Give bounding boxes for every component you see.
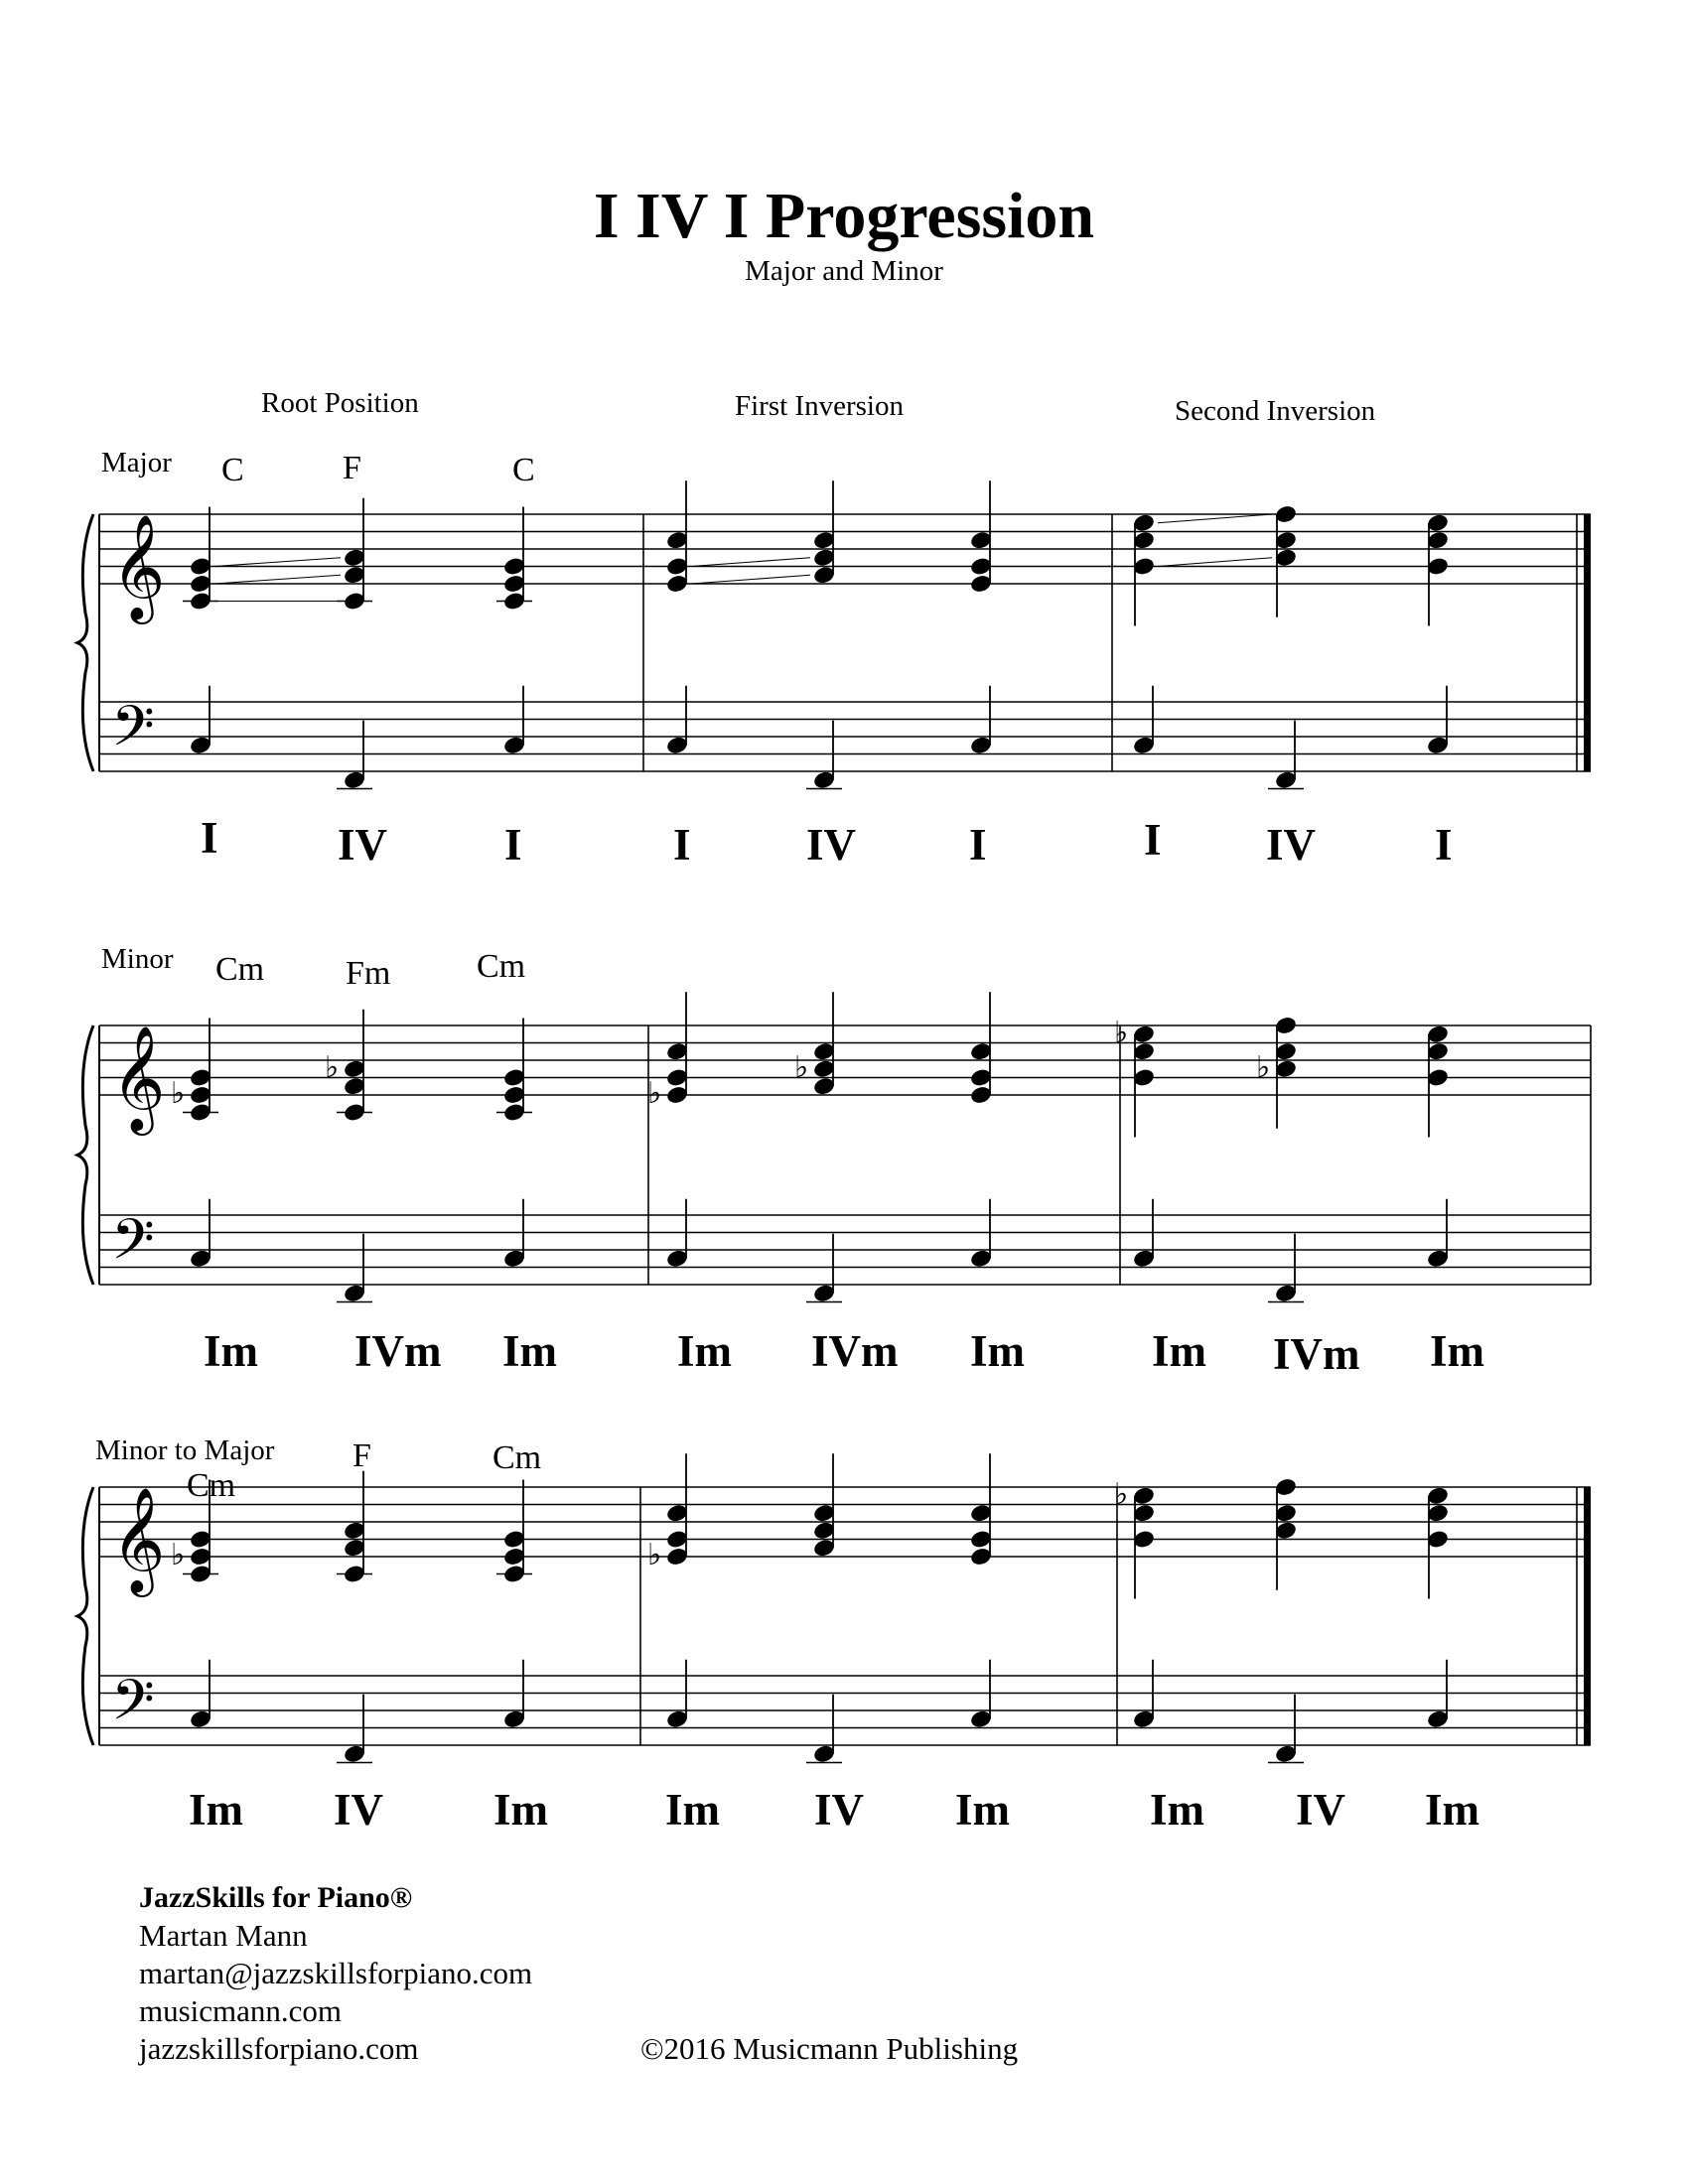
roman-numeral: IV bbox=[806, 820, 857, 870]
roman-numeral: Im bbox=[970, 1326, 1025, 1376]
roman-numeral: Im bbox=[665, 1785, 720, 1835]
system-label-major: Major bbox=[101, 447, 172, 478]
flat-icon: ♭ bbox=[325, 1049, 340, 1085]
roman-numeral: IVm bbox=[354, 1326, 442, 1376]
flat-icon: ♭ bbox=[171, 1538, 186, 1572]
footer-brand: JazzSkills for Piano® bbox=[139, 1881, 413, 1914]
section-label-first-inversion: First Inversion bbox=[735, 390, 904, 422]
roman-numeral: Im bbox=[677, 1326, 732, 1376]
roman-numeral: I bbox=[969, 820, 987, 870]
roman-numeral: Im bbox=[204, 1326, 258, 1376]
roman-numeral: Im bbox=[1152, 1326, 1206, 1376]
chord-symbol: C bbox=[512, 452, 535, 488]
bass-clef-icon: 𝄢 bbox=[111, 694, 155, 773]
roman-numeral: Im bbox=[1425, 1785, 1479, 1835]
flat-icon: ♭ bbox=[794, 1049, 809, 1085]
voice-leading-line bbox=[1158, 558, 1272, 567]
flat-icon: ♭ bbox=[1114, 1476, 1129, 1512]
roman-numeral: IV bbox=[1296, 1785, 1346, 1835]
flat-icon: ♭ bbox=[1114, 1015, 1129, 1050]
chord-symbol: Cm bbox=[215, 951, 265, 988]
system-label-minor: Minor bbox=[101, 943, 174, 975]
roman-numeral: IV bbox=[1266, 820, 1317, 870]
page-subtitle: Major and Minor bbox=[745, 255, 943, 287]
voice-leading-line bbox=[691, 558, 810, 567]
brace bbox=[77, 514, 93, 771]
bass-clef-icon: 𝄢 bbox=[111, 1668, 155, 1747]
final-barline-thick bbox=[1584, 514, 1591, 771]
roman-numeral: Im bbox=[493, 1785, 548, 1835]
chord-symbol: F bbox=[352, 1437, 371, 1474]
voice-leading-line bbox=[691, 575, 810, 584]
voice-leading-line bbox=[214, 575, 341, 584]
footer-author: Martan Mann bbox=[139, 1918, 308, 1953]
voice-leading-line bbox=[1158, 514, 1272, 523]
flat-icon: ♭ bbox=[647, 1538, 662, 1572]
treble-clef-icon: 𝄞 bbox=[111, 1486, 166, 1592]
brace bbox=[77, 1487, 93, 1745]
chord-symbol: Fm bbox=[346, 955, 391, 992]
final-barline-thick bbox=[1584, 1487, 1591, 1745]
roman-numeral: IV bbox=[814, 1785, 865, 1835]
flat-icon: ♭ bbox=[1256, 1049, 1271, 1085]
brace bbox=[77, 1025, 93, 1285]
roman-numeral: I bbox=[504, 820, 522, 870]
section-label-second-inversion: Second Inversion bbox=[1175, 395, 1376, 427]
bass-clef-icon: 𝄢 bbox=[111, 1207, 155, 1287]
system-label-minor-to-major: Minor to Major bbox=[95, 1434, 275, 1466]
chord-symbol: Cm bbox=[477, 948, 526, 985]
chord-symbol: C bbox=[221, 452, 244, 488]
roman-numeral: Im bbox=[502, 1326, 557, 1376]
roman-numeral: Im bbox=[189, 1785, 243, 1835]
chord-symbol: Cm bbox=[187, 1467, 236, 1504]
roman-numeral: I bbox=[1144, 815, 1162, 865]
roman-numeral: IVm bbox=[811, 1326, 899, 1376]
flat-icon: ♭ bbox=[647, 1076, 662, 1111]
flat-icon: ♭ bbox=[171, 1076, 186, 1111]
footer-email: martan@jazzskillsforpiano.com bbox=[139, 1956, 533, 1990]
voice-leading-line bbox=[214, 558, 341, 567]
roman-numeral: Im bbox=[1150, 1785, 1204, 1835]
roman-numeral: I bbox=[201, 813, 218, 863]
roman-numeral: Im bbox=[955, 1785, 1010, 1835]
footer-copyright: ©2016 Musicmann Publishing bbox=[640, 2031, 1019, 2066]
roman-numeral: I bbox=[1435, 820, 1453, 870]
roman-numeral: IV bbox=[338, 820, 388, 870]
roman-numeral: IVm bbox=[1273, 1329, 1360, 1379]
chord-symbol: Cm bbox=[492, 1439, 542, 1476]
roman-numeral: I bbox=[673, 820, 691, 870]
page-title: I IV I Progression bbox=[593, 180, 1095, 252]
footer-site-jazzskills: jazzskillsforpiano.com bbox=[139, 2031, 419, 2066]
treble-clef-icon: 𝄞 bbox=[111, 513, 166, 619]
chord-symbol: F bbox=[343, 450, 361, 486]
footer-site-musicmann: musicmann.com bbox=[139, 1993, 343, 2028]
section-label-root-position: Root Position bbox=[261, 387, 419, 419]
roman-numeral: Im bbox=[1430, 1326, 1484, 1376]
roman-numeral: IV bbox=[334, 1785, 384, 1835]
treble-clef-icon: 𝄞 bbox=[111, 1024, 166, 1131]
